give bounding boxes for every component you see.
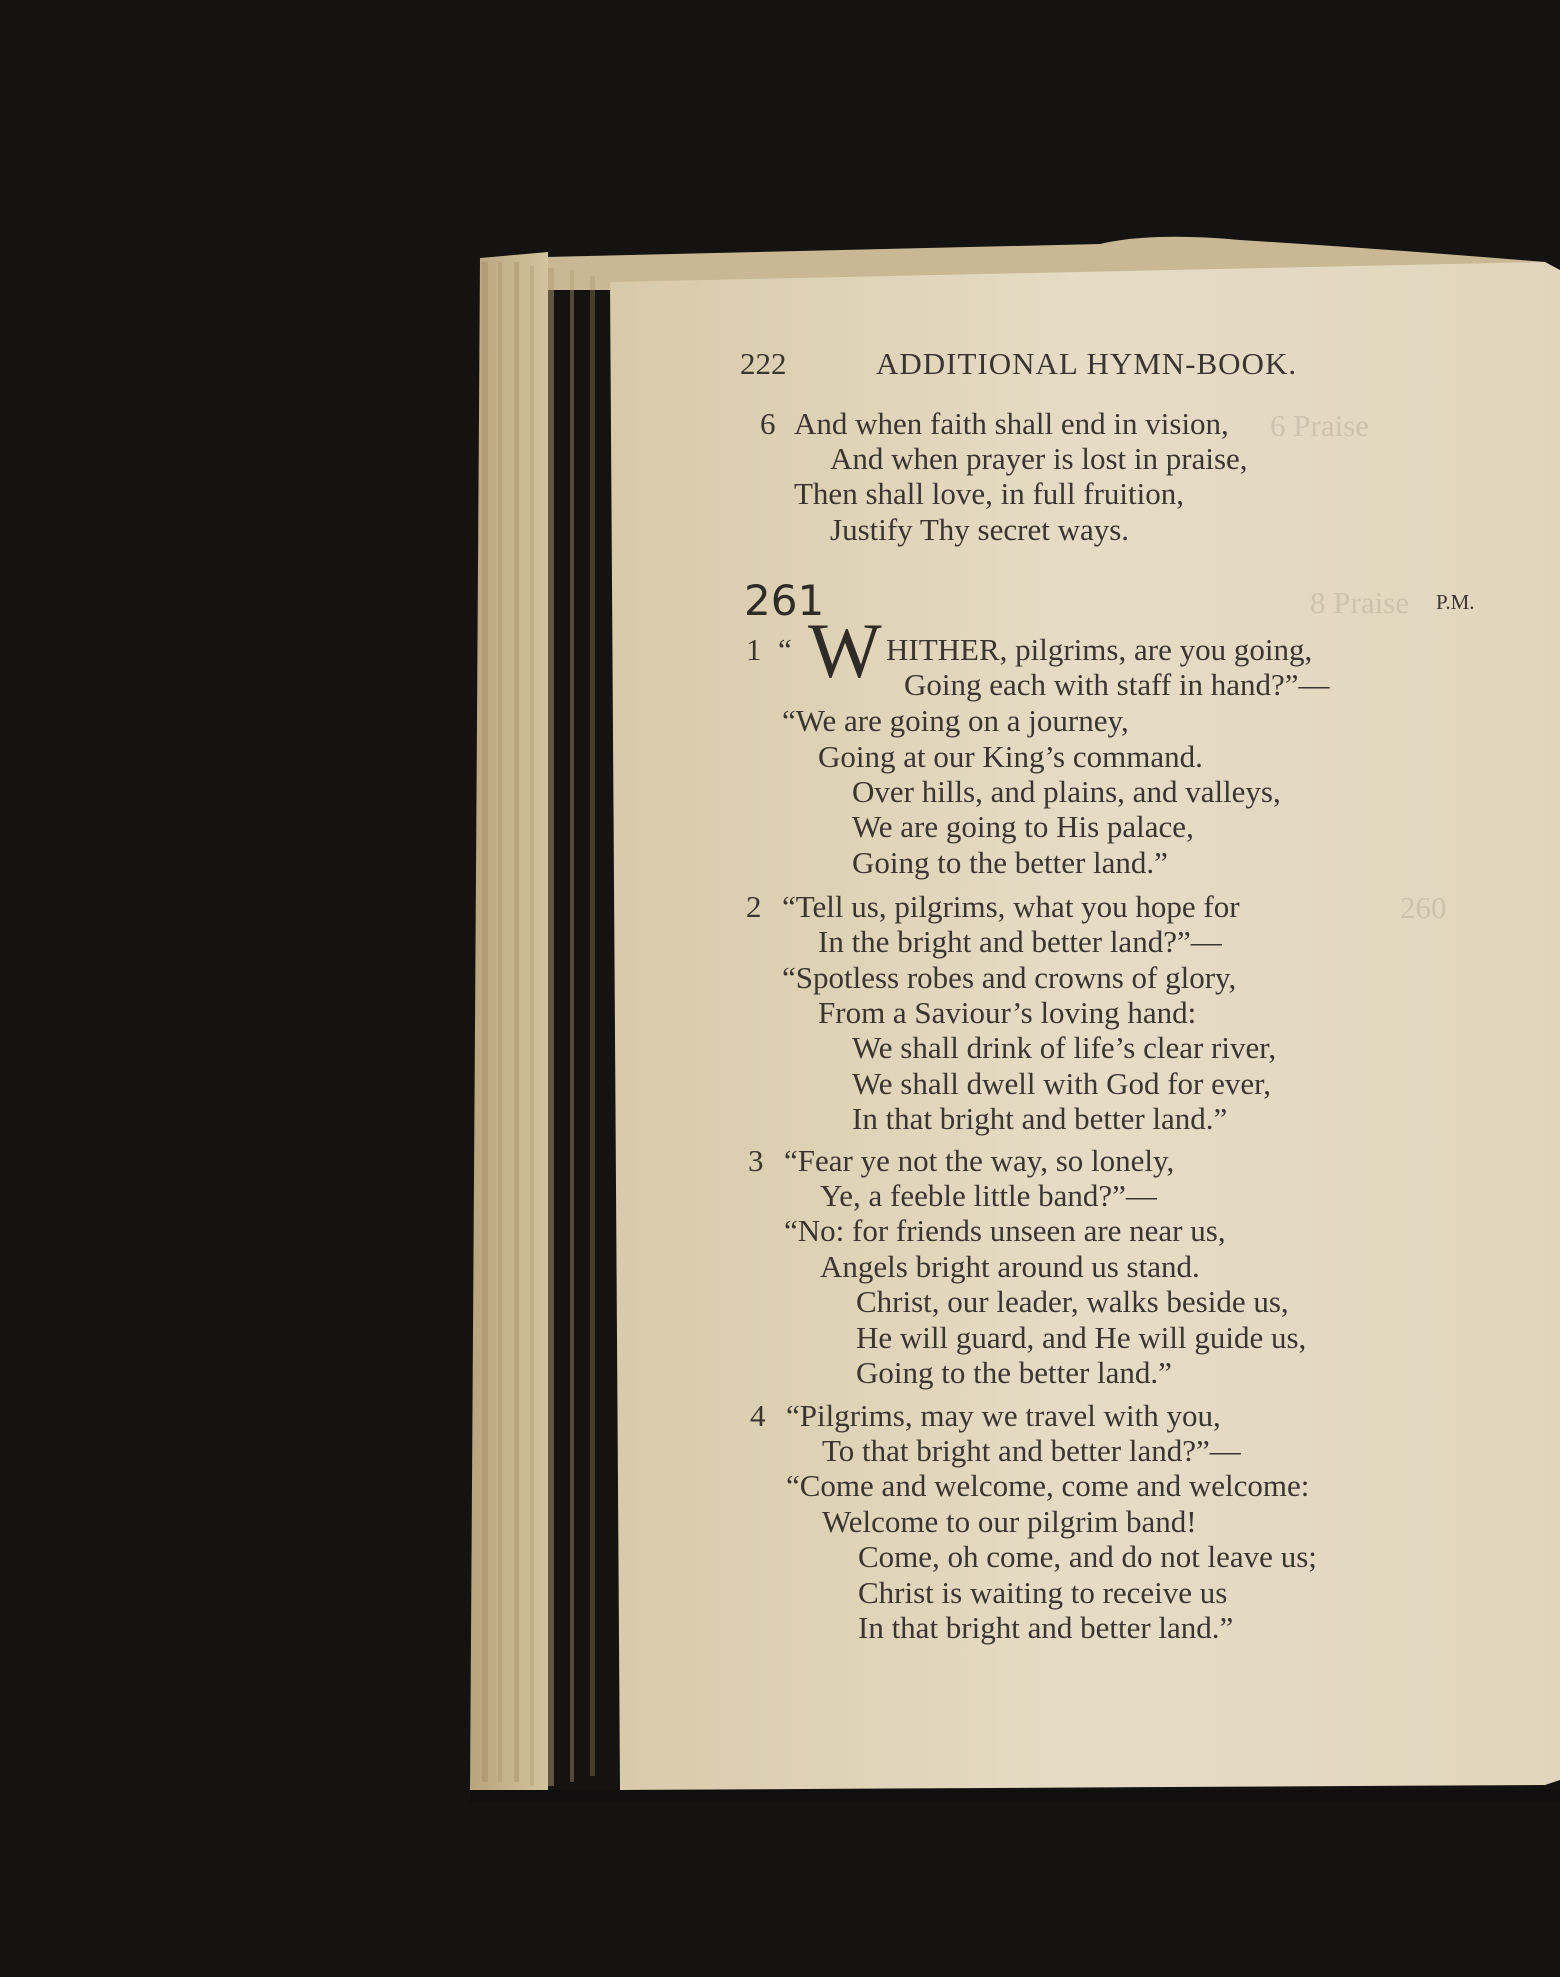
verse-line: “Tell us, pilgrims, what you hope for xyxy=(782,889,1240,924)
verse-line: And when prayer is lost in praise, xyxy=(830,441,1248,476)
drop-cap: W xyxy=(808,607,882,694)
verse-line: Come, oh come, and do not leave us; xyxy=(858,1539,1317,1574)
verse-line: Over hills, and plains, and valleys, xyxy=(852,774,1281,809)
page-number: 222 xyxy=(740,346,787,381)
verse-line: “Come and welcome, come and welcome: xyxy=(786,1468,1310,1503)
verse-line: “We are going on a journey, xyxy=(782,703,1129,738)
verse-line: “Fear ye not the way, so lonely, xyxy=(784,1143,1175,1178)
show-through: 260 xyxy=(1400,890,1447,925)
verse-line: And when faith shall end in vision, xyxy=(794,406,1229,441)
verse-line: Going to the better land.” xyxy=(856,1355,1172,1390)
verse-line: We shall drink of life’s clear river, xyxy=(852,1030,1277,1065)
running-head: ADDITIONAL HYMN-BOOK. xyxy=(876,346,1298,381)
verse-line: In that bright and better land.” xyxy=(858,1610,1234,1645)
stanza-number: 3 xyxy=(748,1143,764,1178)
verse-line: “No: for friends unseen are near us, xyxy=(784,1213,1226,1248)
verse-line: “Pilgrims, may we travel with you, xyxy=(786,1398,1221,1433)
stanza-number: 2 xyxy=(746,889,762,924)
verse-line: We are going to His palace, xyxy=(852,809,1194,844)
verse-line: “ xyxy=(778,632,792,667)
stanza-number: 6 xyxy=(760,406,776,441)
show-through: 8 Praise xyxy=(1310,585,1410,620)
verse-line: Going each with staff in hand?”— xyxy=(904,667,1330,702)
verse-line: From a Saviour’s loving hand: xyxy=(818,995,1197,1030)
verse-line: He will guard, and He will guide us, xyxy=(856,1320,1307,1355)
verse-line: Going to the better land.” xyxy=(852,845,1168,880)
stanza-number: 4 xyxy=(750,1398,766,1433)
verse-line: Christ, our leader, walks beside us, xyxy=(856,1284,1289,1319)
verse-line: To that bright and better land?”— xyxy=(822,1433,1241,1468)
show-through: 6 Praise xyxy=(1270,408,1370,443)
stanza-number: 1 xyxy=(746,632,762,667)
verse-line: Welcome to our pilgrim band! xyxy=(822,1504,1197,1539)
verse-line: Going at our King’s command. xyxy=(818,739,1203,774)
verse-line: HITHER, pilgrims, are you going, xyxy=(886,632,1313,667)
verse-line: Ye, a feeble little band?”— xyxy=(820,1178,1157,1213)
verse-line: In that bright and better land.” xyxy=(852,1101,1228,1136)
verse-line: In the bright and better land?”— xyxy=(818,924,1222,959)
verse-line: We shall dwell with God for ever, xyxy=(852,1066,1271,1101)
hymn-number: 261 xyxy=(744,576,825,625)
verse-line: Justify Thy secret ways. xyxy=(830,512,1130,547)
verse-line: Angels bright around us stand. xyxy=(820,1249,1200,1284)
verse-line: Christ is waiting to receive us xyxy=(858,1575,1228,1610)
meter-label: P.M. xyxy=(1436,590,1475,614)
verse-line: “Spotless robes and crowns of glory, xyxy=(782,960,1237,995)
verse-line: Then shall love, in full fruition, xyxy=(794,476,1185,511)
